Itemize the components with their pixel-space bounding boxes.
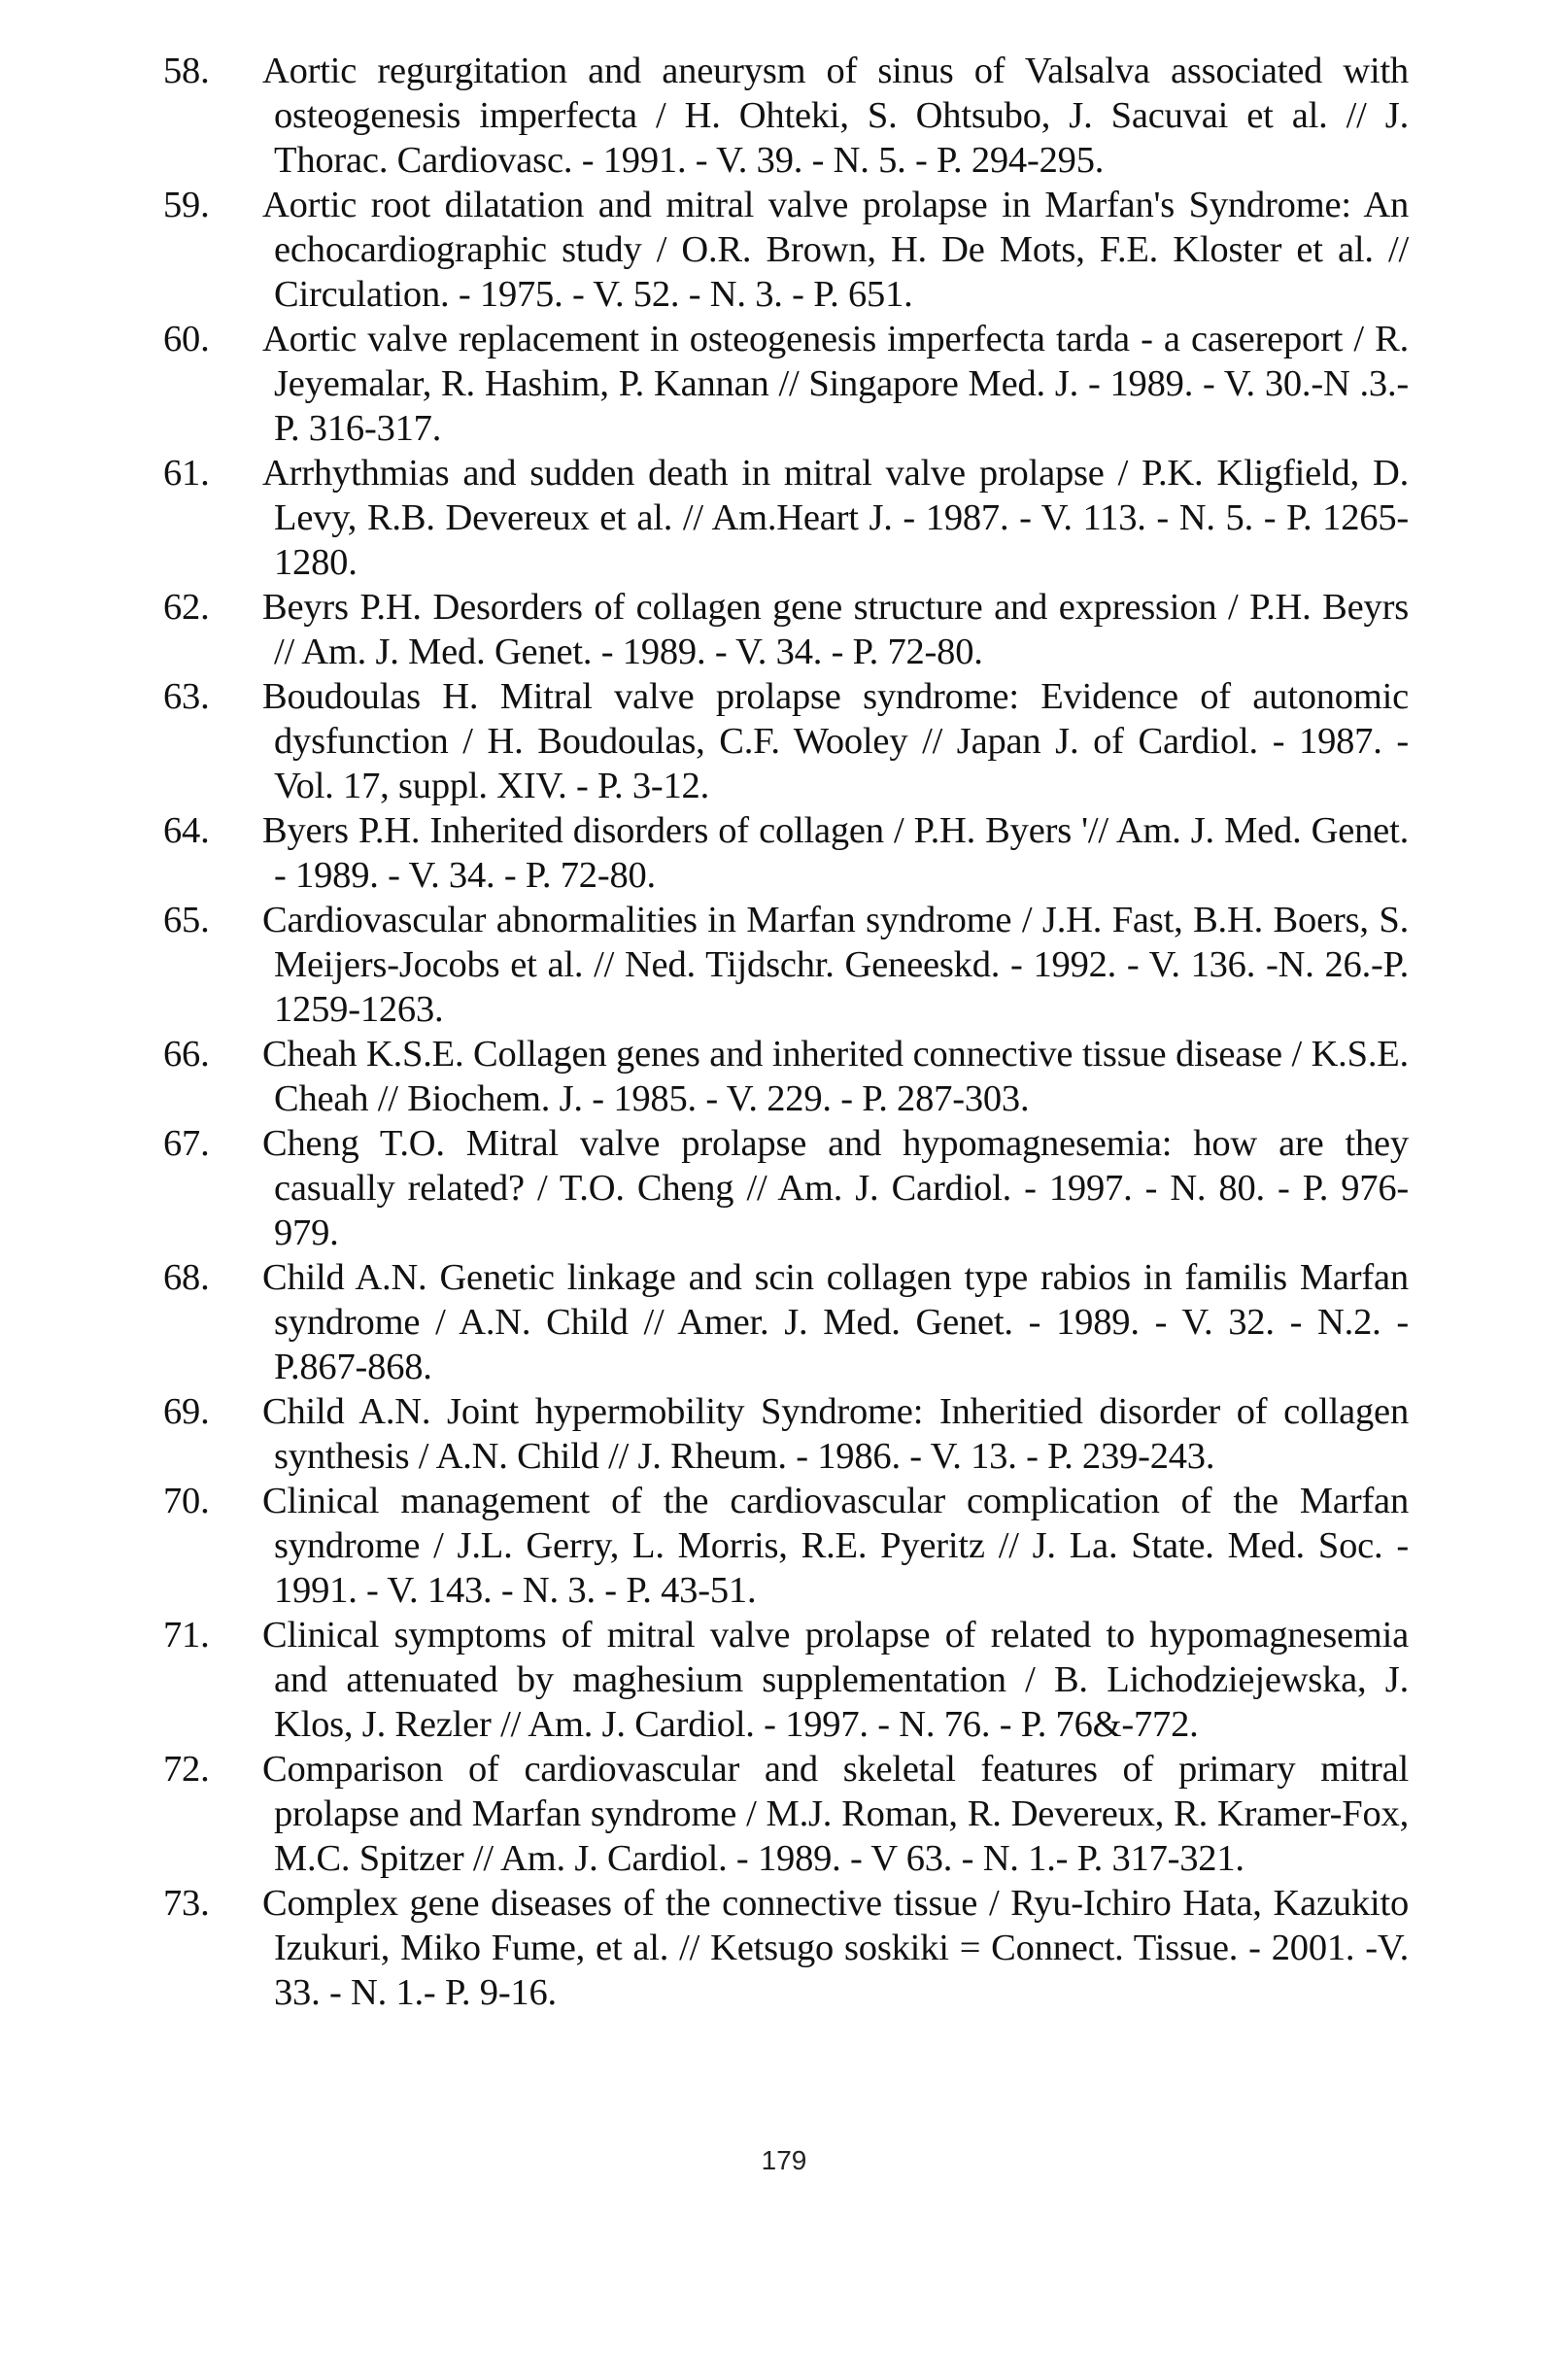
reference-number: 62. bbox=[163, 587, 210, 628]
reference-text: Child A.N. Joint hypermobility Syndrome: Inheritied disorder of collagen synthesis / A.N. Child // J. Rheum. - 1986. - V. 13. - P. 239-243. bbox=[262, 1391, 1409, 1477]
reference-text: Complex gene diseases of the connective tissue / Ryu-Ichiro Hata, Kazukito Izukuri, Miko Fume, et al. // Ketsugo soskiki = Connect. Tissue. - 2001. -V. 33. - N. 1.- P. 9-16. bbox=[262, 1883, 1409, 2013]
reference-number: 60. bbox=[163, 319, 210, 359]
reference-item bbox=[163, 451, 1409, 585]
reference-number: 61. bbox=[163, 453, 210, 494]
reference-number: 69. bbox=[163, 1391, 210, 1432]
reference-text: Aortic root dilatation and mitral valve prolapse in Marfan's Syndrome: An echocardiographic study / O.R. Brown, H. De Mots, F.E. Kloster et al. // Circulation. - 1975. - V. 52. - N. 3. - P. 651. bbox=[262, 185, 1409, 315]
reference-item bbox=[163, 1121, 1409, 1255]
reference-number: 72. bbox=[163, 1749, 210, 1790]
reference-item bbox=[163, 1613, 1409, 1747]
reference-item bbox=[163, 49, 1409, 183]
reference-number: 68. bbox=[163, 1257, 210, 1298]
reference-item bbox=[163, 898, 1409, 1032]
reference-list bbox=[163, 49, 1409, 2015]
reference-text: Byers P.H. Inherited disorders of collagen / P.H. Byers '// Am. J. Med. Genet. - 1989. - V. 34. - P. 72-80. bbox=[262, 810, 1409, 896]
reference-item bbox=[163, 1479, 1409, 1613]
reference-number: 64. bbox=[163, 810, 210, 851]
reference-text: Cardiovascular abnormalities in Marfan syndrome / J.H. Fast, B.H. Boers, S. Meijers-Jocobs et al. // Ned. Tijdschr. Geneeskd. - 1992. - V. 136. -N. 26.-P. 1259-1263. bbox=[262, 900, 1409, 1030]
reference-text: Aortic valve replacement in osteogenesis imperfecta tarda - a casereport / R. Jeyemalar, R. Hashim, P. Kannan // Singapore Med. J. - 1989. - V. 30.-N .3.-P. 316-317. bbox=[262, 319, 1409, 449]
page-number: 179 bbox=[761, 2145, 807, 2175]
reference-number: 63. bbox=[163, 676, 210, 717]
reference-number: 59. bbox=[163, 185, 210, 225]
reference-number: 73. bbox=[163, 1883, 210, 1924]
reference-item bbox=[163, 808, 1409, 898]
reference-text: Comparison of cardiovascular and skeletal features of primary mitral prolapse and Marfan syndrome / M.J. Roman, R. Devereux, R. Kramer-Fox, M.C. Spitzer // Am. J. Cardiol. - 1989. - V 63. - N. 1.- P. 317-321. bbox=[262, 1749, 1409, 1879]
reference-text: Child A.N. Genetic linkage and scin collagen type rabios in familis Marfan syndrome / A.N. Child // Amer. J. Med. Genet. - 1989. - V. 32. - N.2. - P.867-868. bbox=[262, 1257, 1409, 1387]
reference-number: 71. bbox=[163, 1615, 210, 1655]
reference-number: 65. bbox=[163, 900, 210, 940]
reference-text: Arrhythmias and sudden death in mitral valve prolapse / P.K. Kligfield, D. Levy, R.B. Devereux et al. // Am.Heart J. - 1987. - V. 113. - N. 5. - P. 1265-1280. bbox=[262, 453, 1409, 583]
reference-number: 67. bbox=[163, 1123, 210, 1164]
reference-number: 66. bbox=[163, 1034, 210, 1075]
reference-number: 70. bbox=[163, 1481, 210, 1521]
reference-text: Clinical symptoms of mitral valve prolapse of related to hypomagnesemia and attenuated by maghesium supplementation / B. Lichodziejewska, J. Klos, J. Rezler // Am. J. Cardiol. - 1997. - N. 76. - P. 76&-772. bbox=[262, 1615, 1409, 1745]
reference-text: Cheah K.S.E. Collagen genes and inherited connective tissue disease / K.S.E. Cheah // Biochem. J. - 1985. - V. 229. - P. 287-303. bbox=[262, 1034, 1409, 1119]
reference-item bbox=[163, 1881, 1409, 2015]
reference-text: Cheng T.O. Mitral valve prolapse and hypomagnesemia: how are they casually related? / T.O. Cheng // Am. J. Cardiol. - 1997. - N. 80. - P. 976-979. bbox=[262, 1123, 1409, 1253]
reference-item bbox=[163, 1747, 1409, 1881]
reference-item bbox=[163, 183, 1409, 317]
reference-item bbox=[163, 1032, 1409, 1121]
reference-item bbox=[163, 1255, 1409, 1389]
reference-text: Aortic regurgitation and aneurysm of sinus of Valsalva associated with osteogenesis imperfecta / H. Ohteki, S. Ohtsubo, J. Sacuvai et al. // J. Thorac. Cardiovasc. - 1991. - V. 39. - N. 5. - P. 294-295. bbox=[262, 51, 1409, 181]
reference-text: Beyrs P.H. Desorders of collagen gene structure and expression / P.H. Beyrs // Am. J. Med. Genet. - 1989. - V. 34. - P. 72-80. bbox=[262, 587, 1409, 672]
reference-item bbox=[163, 317, 1409, 451]
reference-item bbox=[163, 674, 1409, 808]
reference-text: Clinical management of the cardiovascular complication of the Marfan syndrome / J.L. Gerry, L. Morris, R.E. Pyeritz // J. La. State. Med. Soc. - 1991. - V. 143. - N. 3. - P. 43-51. bbox=[262, 1481, 1409, 1611]
reference-item bbox=[163, 585, 1409, 674]
reference-text: Boudoulas H. Mitral valve prolapse syndrome: Evidence of autonomic dysfunction / H. Boudoulas, C.F. Wooley // Japan J. of Cardiol. - 1987. - Vol. 17, suppl. XIV. - P. 3-12. bbox=[262, 676, 1409, 806]
reference-item bbox=[163, 1389, 1409, 1479]
reference-number: 58. bbox=[163, 51, 210, 91]
